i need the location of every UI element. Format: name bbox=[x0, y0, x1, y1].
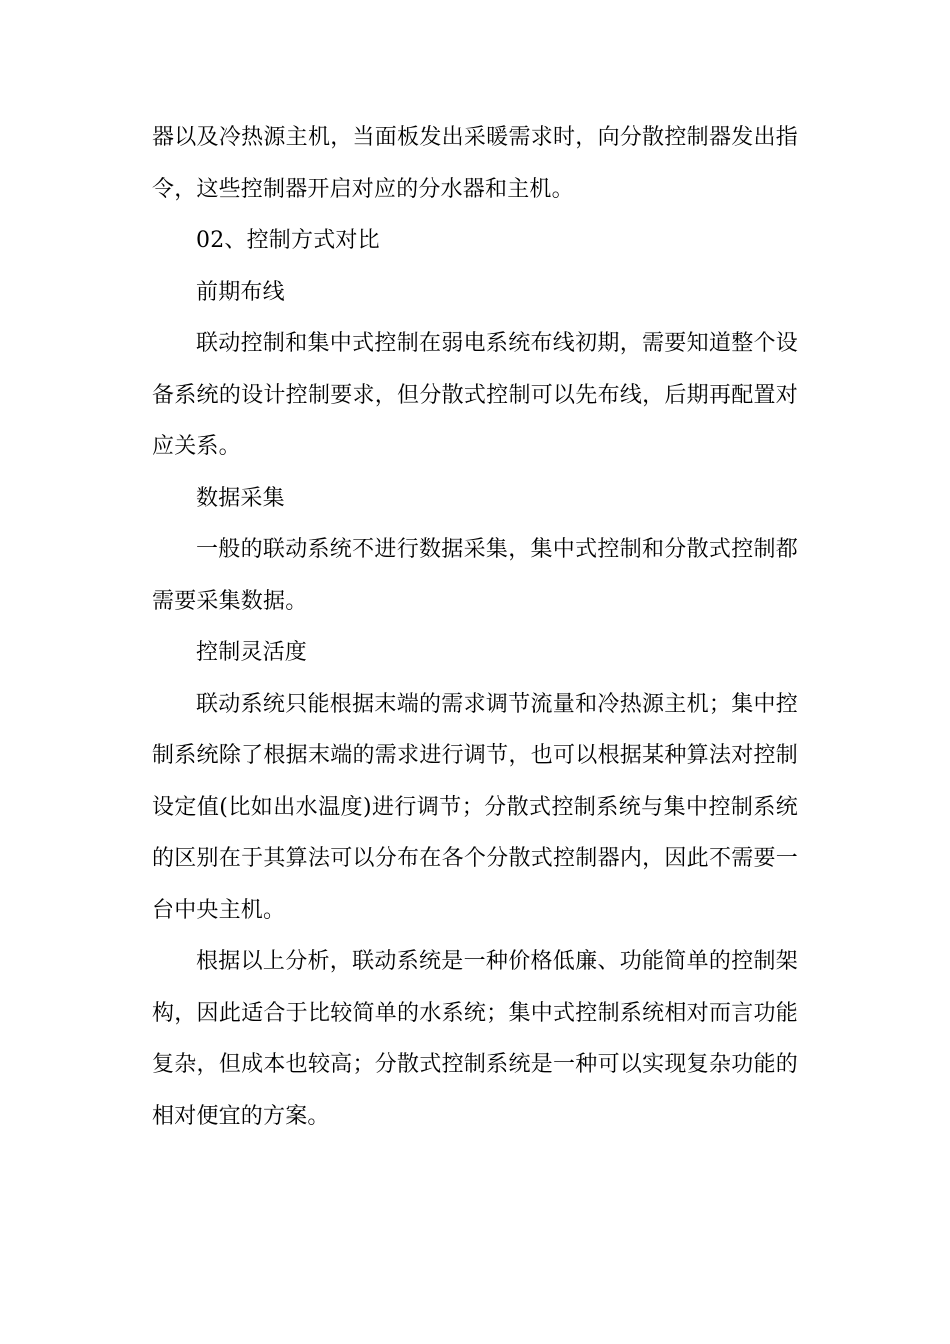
section-heading: 02、控制方式对比 bbox=[196, 228, 380, 253]
paragraph-continuation: 器以及冷热源主机，当面板发出采暖需求时，向分散控制器发出指令，这些控制器开启对应的分水器和主机。 bbox=[152, 125, 798, 202]
document-body bbox=[152, 112, 798, 1142]
subheading-data-collection: 数据采集 bbox=[196, 485, 285, 511]
subheading-wiring: 前期布线 bbox=[196, 279, 285, 305]
paragraph-flexibility: 联动系统只能根据末端的需求调节流量和冷热源主机；集中控制系统除了根据末端的需求进行调节，也可以根据某种算法对控制设定值(比如出水温度)进行调节；分散式控制系统与集中控制系统的区别在于其算法可以分布在各个分散式控制器内，因此不需要一台中央主机。 bbox=[152, 691, 798, 923]
paragraph-conclusion: 根据以上分析，联动系统是一种价格低廉、功能简单的控制架构，因此适合于比较简单的水系统；集中式控制系统相对而言功能复杂，但成本也较高；分散式控制系统是一种可以实现复杂功能的相对便宜的方案。 bbox=[152, 949, 798, 1129]
subheading-flexibility: 控制灵活度 bbox=[196, 640, 308, 665]
paragraph-data-collection: 一般的联动系统不进行数据采集，集中式控制和分散式控制都需要采集数据。 bbox=[152, 537, 798, 614]
paragraph-wiring: 联动控制和集中式控制在弱电系统布线初期，需要知道整个设备系统的设计控制要求，但分散式控制可以先布线，后期再配置对应关系。 bbox=[152, 331, 798, 459]
